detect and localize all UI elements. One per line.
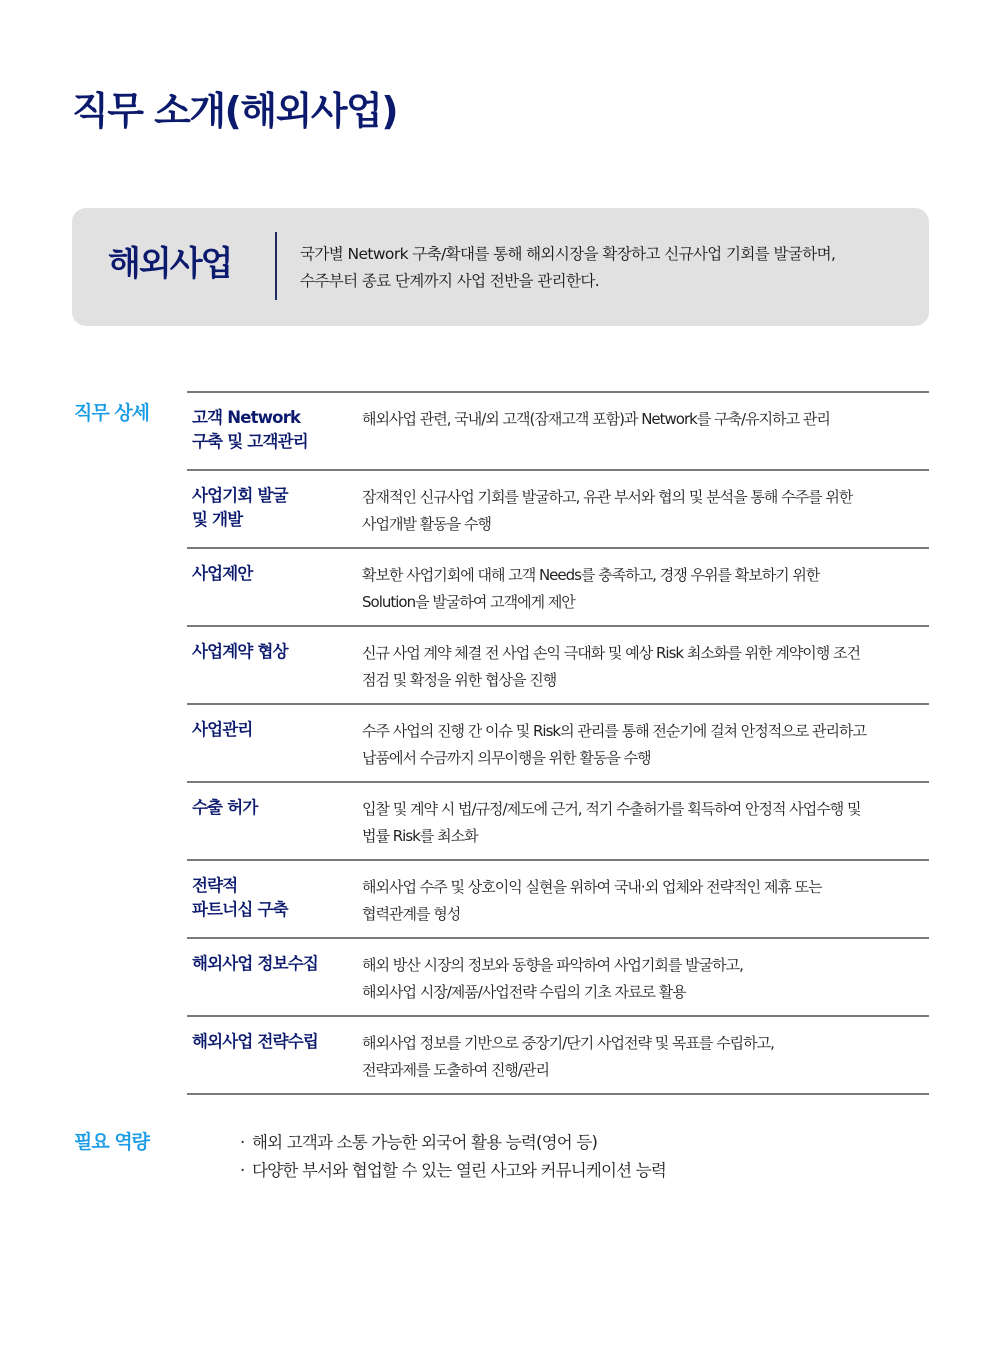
duty-name	[187, 783, 362, 859]
duty-name-line: 사업계약 협상	[192, 642, 288, 661]
duty-description-line: 전략과제를 도출하여 진행/관리	[362, 1061, 549, 1079]
duty-description-line: Solution을 발굴하여 고객에게 제안	[362, 593, 575, 611]
skill-item	[240, 1157, 666, 1185]
duty-name	[187, 1017, 362, 1093]
duty-name-line: 전략적	[192, 876, 238, 895]
duty-description-line: 사업개발 활동을 수행	[362, 515, 491, 533]
duty-name-line: 사업관리	[192, 720, 253, 739]
summary-description-line: 국가별 Network 구축/확대를 통해 해외시장을 확장하고 신규사업 기회를 발굴하며,	[300, 245, 836, 263]
duty-name-line: 해외사업 정보수집	[192, 954, 319, 973]
duty-row	[187, 471, 929, 549]
duty-description	[362, 783, 929, 859]
duty-description-line: 협력관계를 형성	[362, 905, 461, 923]
skill-item	[240, 1129, 666, 1157]
page-title: 직무 소개(해외사업)	[72, 89, 398, 133]
duty-description-line: 법률 Risk를 최소화	[362, 827, 478, 845]
summary-box	[72, 208, 929, 326]
duty-description-line: 해외사업 정보를 기반으로 중장기/단기 사업전략 및 목표를 수립하고,	[362, 1034, 774, 1052]
duty-description-line: 잠재적인 신규사업 기회를 발굴하고, 유관 부서와 협의 및 분석을 통해 수주를 위한	[362, 488, 853, 506]
duty-description	[362, 705, 929, 781]
duties-table	[187, 391, 929, 1095]
duty-description	[362, 393, 929, 469]
duty-description	[362, 1017, 929, 1093]
duty-row	[187, 705, 929, 783]
summary-description-line: 수주부터 종료 단계까지 사업 전반을 관리한다.	[300, 272, 600, 290]
duty-description	[362, 549, 929, 625]
skill-text: 다양한 부서와 협업할 수 있는 열린 사고와 커뮤니케이션 능력	[252, 1161, 667, 1180]
duty-row	[187, 939, 929, 1017]
duty-name-line: 사업제안	[192, 564, 253, 583]
duty-description	[362, 939, 929, 1015]
duty-row	[187, 861, 929, 939]
duty-name-line: 해외사업 전략수립	[192, 1032, 319, 1051]
duty-name-line: 수출 허가	[192, 798, 258, 817]
skills-section-label: 필요 역량	[74, 1131, 150, 1153]
duty-description-line: 해외사업 관련, 국내/외 고객(잠재고객 포함)과 Network를 구축/유지하고 관리	[362, 410, 830, 428]
bullet-icon: ·	[240, 1133, 245, 1152]
duty-name	[187, 705, 362, 781]
summary-description	[300, 241, 920, 295]
duty-description-line: 수주 사업의 진행 간 이슈 및 Risk의 관리를 통해 전순기에 걸쳐 안정적으로 관리하고	[362, 722, 866, 740]
duty-description-line: 확보한 사업기회에 대해 고객 Needs를 충족하고, 경쟁 우위를 확보하기 위한	[362, 566, 820, 584]
duty-name-line: 구축 및 고객관리	[192, 432, 308, 451]
duty-description	[362, 627, 929, 703]
duty-description-line: 해외사업 수주 및 상호이익 실현을 위하여 국내·외 업체와 전략적인 제휴 또는	[362, 878, 822, 896]
duty-name	[187, 627, 362, 703]
duty-name	[187, 939, 362, 1015]
duty-row	[187, 1017, 929, 1095]
skills-list	[240, 1129, 666, 1185]
duty-name	[187, 393, 362, 469]
duty-name	[187, 549, 362, 625]
summary-title: 해외사업	[108, 244, 232, 284]
duty-name-line: 사업기회 발굴	[192, 486, 288, 505]
bullet-icon: ·	[240, 1161, 245, 1180]
duty-description-line: 해외 방산 시장의 정보와 동향을 파악하여 사업기회를 발굴하고,	[362, 956, 743, 974]
skill-text: 해외 고객과 소통 가능한 외국어 활용 능력(영어 등)	[252, 1133, 598, 1152]
duty-name	[187, 861, 362, 937]
duty-row	[187, 783, 929, 861]
duty-name-line: 파트너십 구축	[192, 900, 288, 919]
duty-description	[362, 471, 929, 547]
summary-divider	[275, 232, 277, 300]
duty-description-line: 해외사업 시장/제품/사업전략 수립의 기초 자료로 활용	[362, 983, 686, 1001]
duty-description-line: 납품에서 수금까지 의무이행을 위한 활동을 수행	[362, 749, 651, 767]
duty-description-line: 입찰 및 계약 시 법/규정/제도에 근거, 적기 수출허가를 획득하여 안정적 사업수행 및	[362, 800, 861, 818]
duty-name-line: 및 개발	[192, 510, 243, 529]
duties-section-label: 직무 상세	[74, 402, 150, 424]
duty-row	[187, 627, 929, 705]
duty-description	[362, 861, 929, 937]
duty-description-line: 점검 및 확정을 위한 협상을 진행	[362, 671, 557, 689]
duty-name-line: 고객 Network	[192, 408, 301, 427]
duty-name	[187, 471, 362, 547]
duty-description-line: 신규 사업 계약 체결 전 사업 손익 극대화 및 예상 Risk 최소화를 위한 계약이행 조건	[362, 644, 861, 662]
duty-row	[187, 549, 929, 627]
duty-row	[187, 393, 929, 471]
